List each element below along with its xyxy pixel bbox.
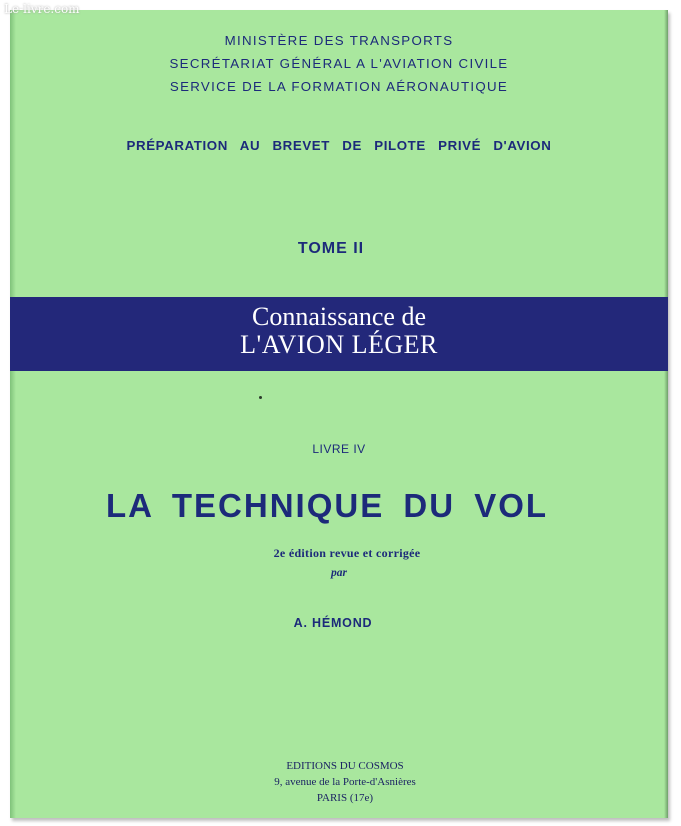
ministry-header: [10, 29, 668, 98]
publisher-address: 9, avenue de la Porte-d'Asnières: [274, 776, 416, 788]
publisher-city: PARIS (17e): [316, 792, 374, 804]
tome-label: TOME II: [297, 240, 365, 257]
author-name: A. HÉMOND: [293, 616, 373, 630]
edition-note: 2e édition revue et corrigée: [273, 546, 421, 560]
publisher-block: [16, 758, 668, 806]
cover-left-edge: [10, 10, 16, 818]
livre-label: LIVRE IV: [312, 442, 366, 456]
secretariat-line: SECRÉTARIAT GÉNÉRAL A L'AVIATION CIVILE: [169, 56, 509, 71]
ink-speck: [259, 396, 262, 399]
band-title: L'AVION LÉGER: [240, 330, 438, 359]
preparation-line: PRÉPARATION AU BREVET DE PILOTE PRIVÉ D'AVION: [126, 138, 552, 153]
book-cover: [10, 10, 668, 818]
publisher-name: EDITIONS DU COSMOS: [286, 760, 404, 772]
watermark-text: Le-livre.com: [4, 2, 80, 16]
band-subtitle: Connaissance de: [251, 302, 426, 331]
cover-right-edge: [664, 10, 668, 818]
title-band: [10, 297, 668, 371]
by-label: par: [331, 567, 347, 579]
book-title: LA TECHNIQUE DU VOL: [105, 487, 549, 524]
ministry-line: MINISTÈRE DES TRANSPORTS: [224, 33, 454, 48]
service-line: SERVICE DE LA FORMATION AÉRONAUTIQUE: [169, 79, 509, 94]
